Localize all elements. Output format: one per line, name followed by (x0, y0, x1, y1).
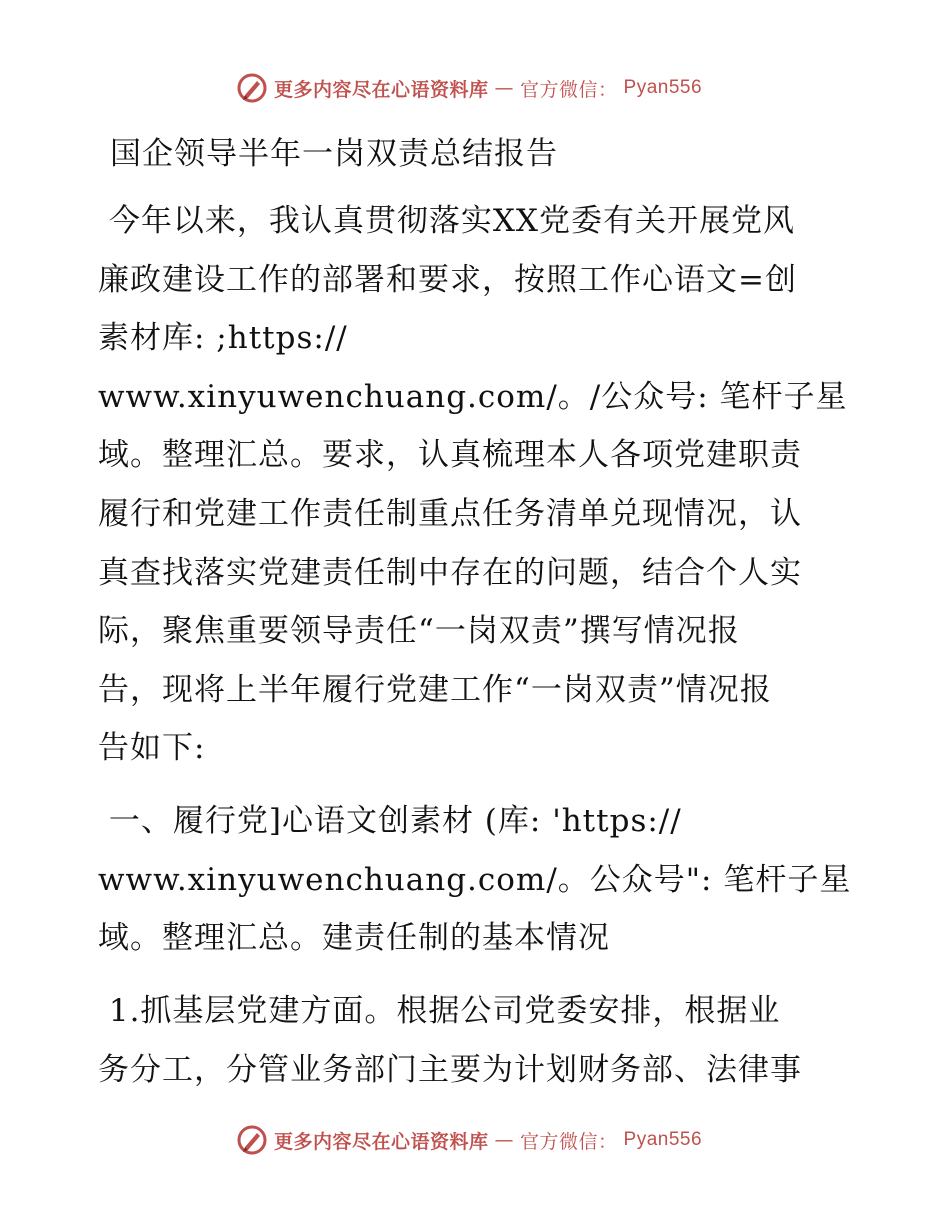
paragraph-section-heading: 一、履行党]心语文创素材 (库: 'https:// www.xinyuwenchuang.com/。公众号": 笔杆子星 域。整理汇总。建责任制的基本情况 (98, 803, 852, 957)
footer-banner (236, 1124, 702, 1156)
pen-logo-icon (236, 72, 268, 104)
paragraph-intro: 今年以来，我认真贯彻落实XX党委有关开展党风 廉政建设工作的部署和要求，按照工作心语文=创 素材库: ;https:// www.xinyuwenchuang.com/。/公众号: 笔杆子星 域。整理汇总。要求，认真梳理本人各项党建职责 履行和党建工作责任制重点任务清单兑现情况，认 真查找落实党建责任制中存在的问题，结合个人实 际，聚焦重要领导责任“一岗双责”撰写情况报 告，现将上半年履行党建工作“一岗双责”情况报 告如下: (98, 203, 848, 767)
banner-wechat-id: Pyan556 (623, 1129, 703, 1150)
banner-wechat-label: 官方微信： (520, 1130, 618, 1153)
banner-separator: — (494, 1129, 515, 1151)
banner-brand-text: 更多内容尽在心语资料库 (274, 1130, 489, 1153)
pen-logo-icon (236, 1124, 268, 1156)
banner-brand-text: 更多内容尽在心语资料库 (274, 78, 489, 101)
banner-wechat-label: 官方微信： (520, 78, 618, 101)
header-banner (236, 72, 702, 104)
paragraph-item-1: 1.抓基层党建方面。根据公司党委安排，根据业 务分工，分管业务部门主要为计划财务部、法律事 (98, 993, 802, 1088)
document-title: 国企领导半年一岗双责总结报告 (110, 136, 558, 172)
banner-wechat-id: Pyan556 (623, 77, 703, 98)
banner-separator: — (494, 77, 515, 99)
